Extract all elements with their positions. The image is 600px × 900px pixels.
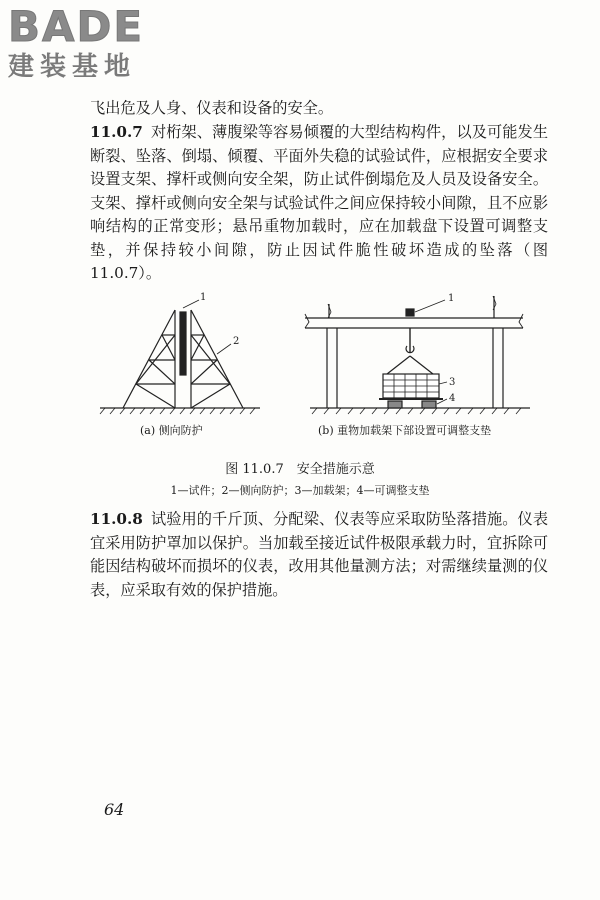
leader-1b [415,300,445,312]
lateral-guard-left [123,310,175,408]
clause-number: 11.0.8 [90,510,143,528]
figure-legend: 1—试件；2—侧向防护；3—加载架；4—可调整支垫 [170,484,430,497]
adjustable-pads [388,401,436,408]
label-3b: 3 [449,377,456,388]
leader-3b [439,382,447,384]
page-number: 64 [104,800,125,819]
subcaption-b: (b) 重物加载架下部设置可调整支垫 [318,424,492,437]
paragraph-continued [90,97,548,121]
label-1b: 1 [448,293,455,304]
clause-text: 对桁架、薄腹梁等容易倾覆的大型结构构件，以及可能发生断裂、坠落、倒塌、倾覆、平面外失稳的试验试件，应根据安全要求设置支架、撑杆或侧向安全架，防止试件倒塌危及人员及设备安全。支架、撑杆或侧向安全架与试验试件之间应保持较小间隙，且不应影响结构的正常变形；悬吊重物加载时，应在加载盘下设置可调整支垫，并保持较小间隙，防止因试件脆性破坏造成的坠落（图 11.0.7）。 [90,123,548,282]
clause-11-0-8 [90,508,548,602]
label-1a: 1 [200,292,207,303]
leader-1a [183,300,199,308]
specimen-a [180,312,186,375]
figure-title: 图 11.0.7 安全措施示意 [225,462,375,477]
clause-number: 11.0.7 [90,123,143,141]
paragraph-continued-text: 飞出危及人身、仪表和设备的安全。 [90,99,333,117]
load-basket [379,356,443,399]
leader-2a [217,344,231,354]
logo-wordmark: BADE [8,2,145,51]
bade-logo [8,2,178,86]
label-4b: 4 [449,393,456,404]
ground-hatch-a [100,408,255,414]
specimen-b [406,309,414,316]
ground-hatch-b [312,408,521,414]
logo-subtitle: 建装基地 [8,52,137,82]
label-2a: 2 [233,336,240,347]
subcaption-a: (a) 侧向防护 [140,424,203,437]
lateral-guard-right [191,310,243,408]
clause-text: 试验用的千斤顶、分配梁、仪表等应采取防坠落措施。仪表宜采用防护罩加以保护。当加载至接近试件极限承载力时，宜拆除可能因结构破坏而损坏的仪表，改用其他量测方法；对需继续量测的仪表，应采取有效的保护措施。 [90,510,548,599]
clause-11-0-7 [90,121,548,286]
